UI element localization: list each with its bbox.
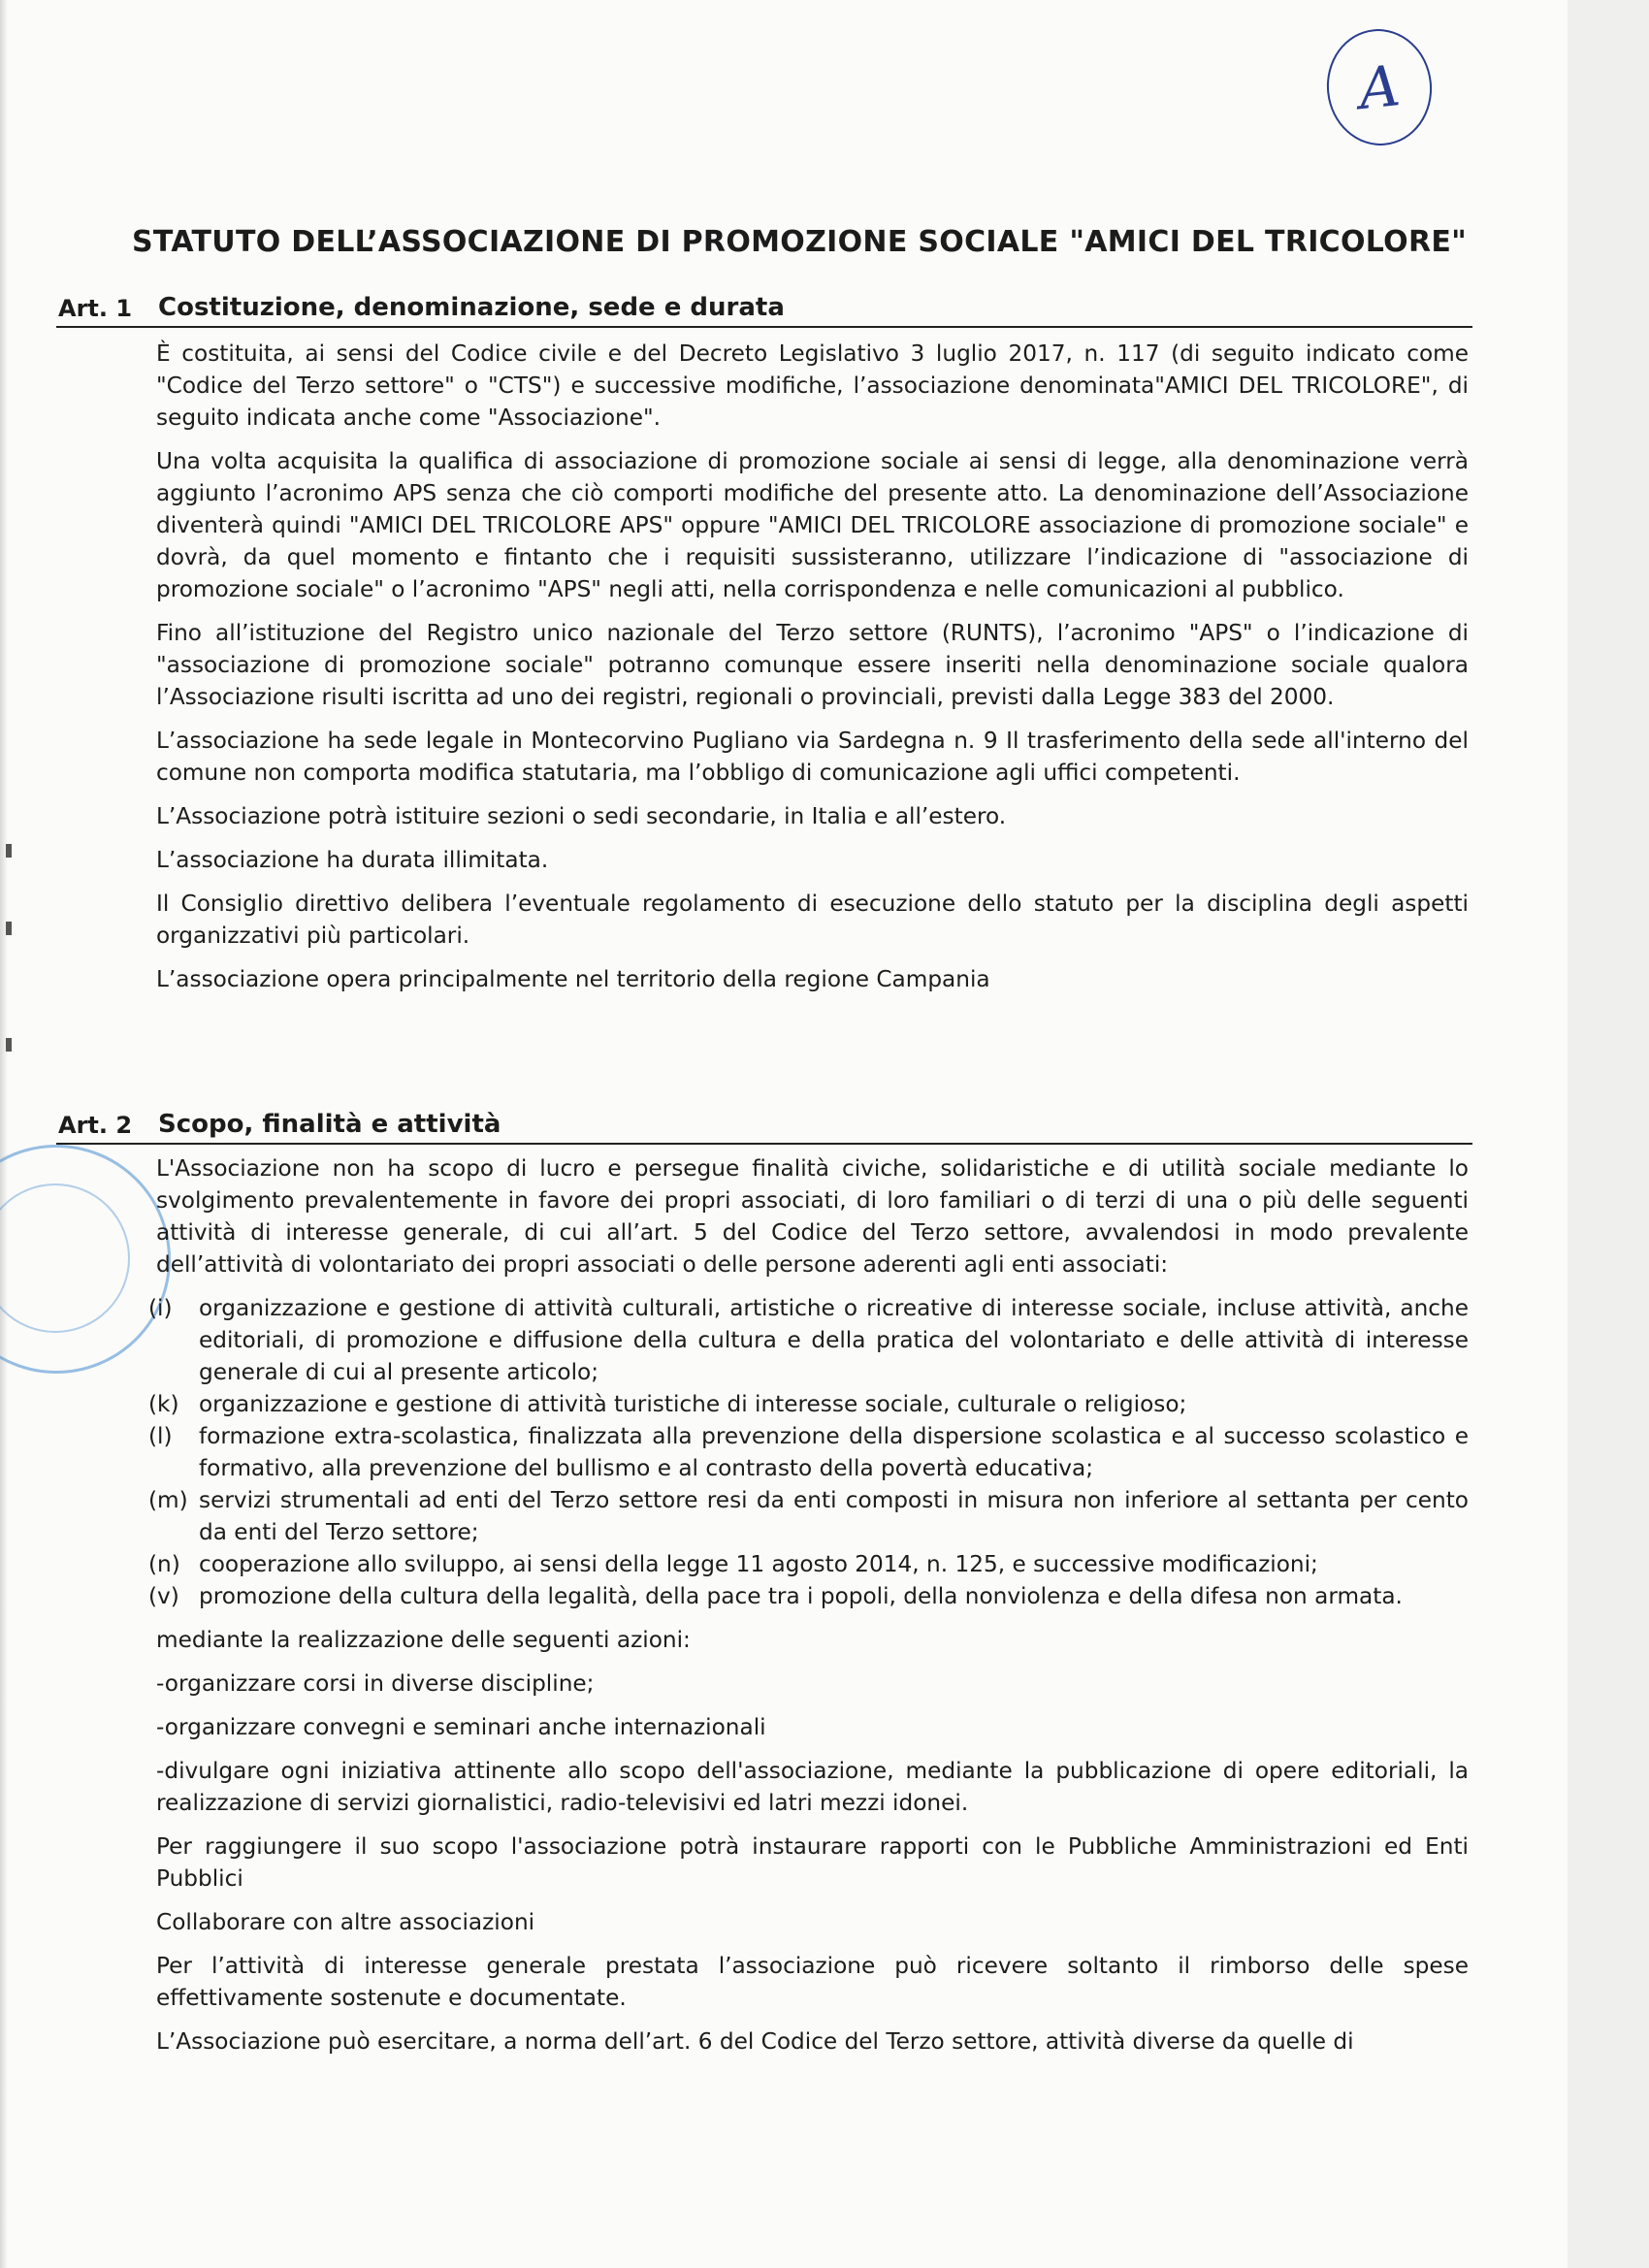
list-item: [148, 1484, 1469, 1548]
list-text: servizi strumentali ad enti del Terzo settore resi da enti composti in misura non inferiore al settanta per cento da enti del Terzo settore;: [199, 1487, 1469, 1545]
margin-mark: [6, 922, 12, 935]
paragraph: -divulgare ogni iniziativa attinente allo scopo dell'associazione, mediante la pubblicazione di opere editoriali, la realizzazione di servizi giornalistici, radio-televisivi ed latri mezzi idonei.: [156, 1758, 1469, 1816]
list-item: [148, 1420, 1469, 1484]
list-marker: (i): [148, 1295, 173, 1321]
list-text: formazione extra-scolastica, finalizzata alla prevenzione della dispersione scolastica e al successo scolastico e formativo, alla prevenzione del bullismo e al contrasto della povertà educativa;: [199, 1423, 1469, 1481]
list-marker: (l): [148, 1423, 173, 1449]
list-item: [148, 1292, 1469, 1388]
art1-number: Art. 1: [58, 295, 133, 322]
art2-body: [148, 1152, 1469, 2069]
art2-number: Art. 2: [58, 1112, 133, 1139]
paragraph: Il Consiglio direttivo delibera l’eventuale regolamento di esecuzione dello statuto per la disciplina degli aspetti organizzativi più particolari.: [156, 891, 1469, 949]
paragraph: -organizzare convegni e seminari anche internazionali: [156, 1714, 766, 1740]
art1-heading-row: [56, 289, 1472, 328]
paragraph: Per l’attività di interesse generale prestata l’associazione può ricevere soltanto il rimborso delle spese effettivamente sostenute e documentate.: [156, 1953, 1469, 2011]
paragraph: Per raggiungere il suo scopo l'associazione potrà instaurare rapporti con le Pubbliche Amministrazioni ed Enti Pubblici: [156, 1833, 1469, 1892]
art1-heading: Costituzione, denominazione, sede e durata: [158, 293, 785, 322]
paragraph: È costituita, ai sensi del Codice civile e del Decreto Legislativo 3 luglio 2017, n. 117 (di seguito indicato come "Codice del Terzo settore" o "CTS") e successive modifiche, l’associazione denominata"AMICI DEL TRICOLORE", di seguito indicata anche come "Associazione".: [156, 340, 1469, 431]
stamp-letter: A: [1321, 24, 1438, 151]
paragraph: L’Associazione potrà istituire sezioni o sedi secondarie, in Italia e all’estero.: [156, 803, 1007, 829]
paragraph: Fino all’istituzione del Registro unico nazionale del Terzo settore (RUNTS), l’acronimo "APS" o l’indicazione di "associazione di promozione sociale" potranno comunque essere inseriti nella denominazione sociale qualora l’Associazione risulti iscritta ad uno dei registri, regionali o provinciali, previsti dalla Legge 383 del 2000.: [156, 620, 1469, 710]
scan-margin: [1568, 0, 1649, 2268]
paragraph: L’associazione ha durata illimitata.: [156, 847, 549, 873]
paragraph: L’associazione opera principalmente nel territorio della regione Campania: [156, 966, 990, 992]
document-title: STATUTO DELL’ASSOCIAZIONE DI PROMOZIONE SOCIALE "AMICI DEL TRICOLORE": [132, 225, 1468, 259]
art1-body: [156, 338, 1469, 1007]
list-marker: (m): [148, 1487, 188, 1513]
art2-heading-row: [56, 1106, 1472, 1145]
paragraph: -organizzare corsi in diverse discipline;: [156, 1670, 595, 1697]
list-item: [148, 1548, 1469, 1580]
list-marker: (n): [148, 1551, 180, 1577]
list-item: [148, 1580, 1469, 1612]
list-text: organizzazione e gestione di attività culturali, artistiche o ricreative di interesse sociale, incluse attività, anche editoriali, di promozione e diffusione della cultura e della pratica del volontariato e delle attività di interesse generale di cui al presente articolo;: [199, 1295, 1469, 1385]
list-text: cooperazione allo sviluppo, ai sensi della legge 11 agosto 2014, n. 125, e successive modificazioni;: [199, 1551, 1318, 1577]
paragraph: Una volta acquisita la qualifica di associazione di promozione sociale ai sensi di legge, alla denominazione verrà aggiunto l’acronimo APS senza che ciò comporti modifiche del presente atto. La denominazione dell’Associazione diventerà quindi "AMICI DEL TRICOLORE APS" oppure "AMICI DEL TRICOLORE associazione di promozione sociale" e dovrà, da quel momento e fintanto che i requisiti sussisteranno, utilizzare l’indicazione di "associazione di promozione sociale" o l’acronimo "APS" negli atti, nella corrispondenza e nelle comunicazioni al pubblico.: [156, 448, 1469, 602]
list-text: organizzazione e gestione di attività turistiche di interesse sociale, culturale o religioso;: [199, 1391, 1187, 1417]
paragraph: L’associazione ha sede legale in Montecorvino Pugliano via Sardegna n. 9 Il trasferimento della sede all'interno del comune non comporta modifica statutaria, ma l’obbligo di comunicazione agli uffici competenti.: [156, 728, 1469, 786]
paragraph: L’Associazione può esercitare, a norma dell’art. 6 del Codice del Terzo settore, attività diverse da quelle di: [156, 2028, 1354, 2055]
list-text: promozione della cultura della legalità, della pace tra i popoli, della nonviolenza e della difesa non armata.: [199, 1583, 1403, 1609]
paragraph: L'Associazione non ha scopo di lucro e persegue finalità civiche, solidaristiche e di utilità sociale mediante lo svolgimento prevalentemente in favore dei propri associati, di loro familiari o di terzi di una o più delle seguenti attività di interesse generale, di cui all’art. 5 del Codice del Terzo settore, avvalendosi in modo prevalente dell’attività di volontariato dei propri associati o delle persone aderenti agli enti associati:: [156, 1155, 1469, 1278]
list-marker: (v): [148, 1583, 179, 1609]
list-item: [148, 1388, 1469, 1420]
margin-mark: [6, 844, 12, 858]
paragraph: mediante la realizzazione delle seguenti azioni:: [156, 1627, 691, 1653]
margin-mark: [6, 1038, 12, 1052]
fold-shadow: [0, 0, 8, 2268]
art2-heading: Scopo, finalità e attività: [158, 1110, 501, 1139]
list-marker: (k): [148, 1391, 179, 1417]
paragraph: Collaborare con altre associazioni: [156, 1909, 535, 1935]
activity-list: [148, 1292, 1469, 1612]
